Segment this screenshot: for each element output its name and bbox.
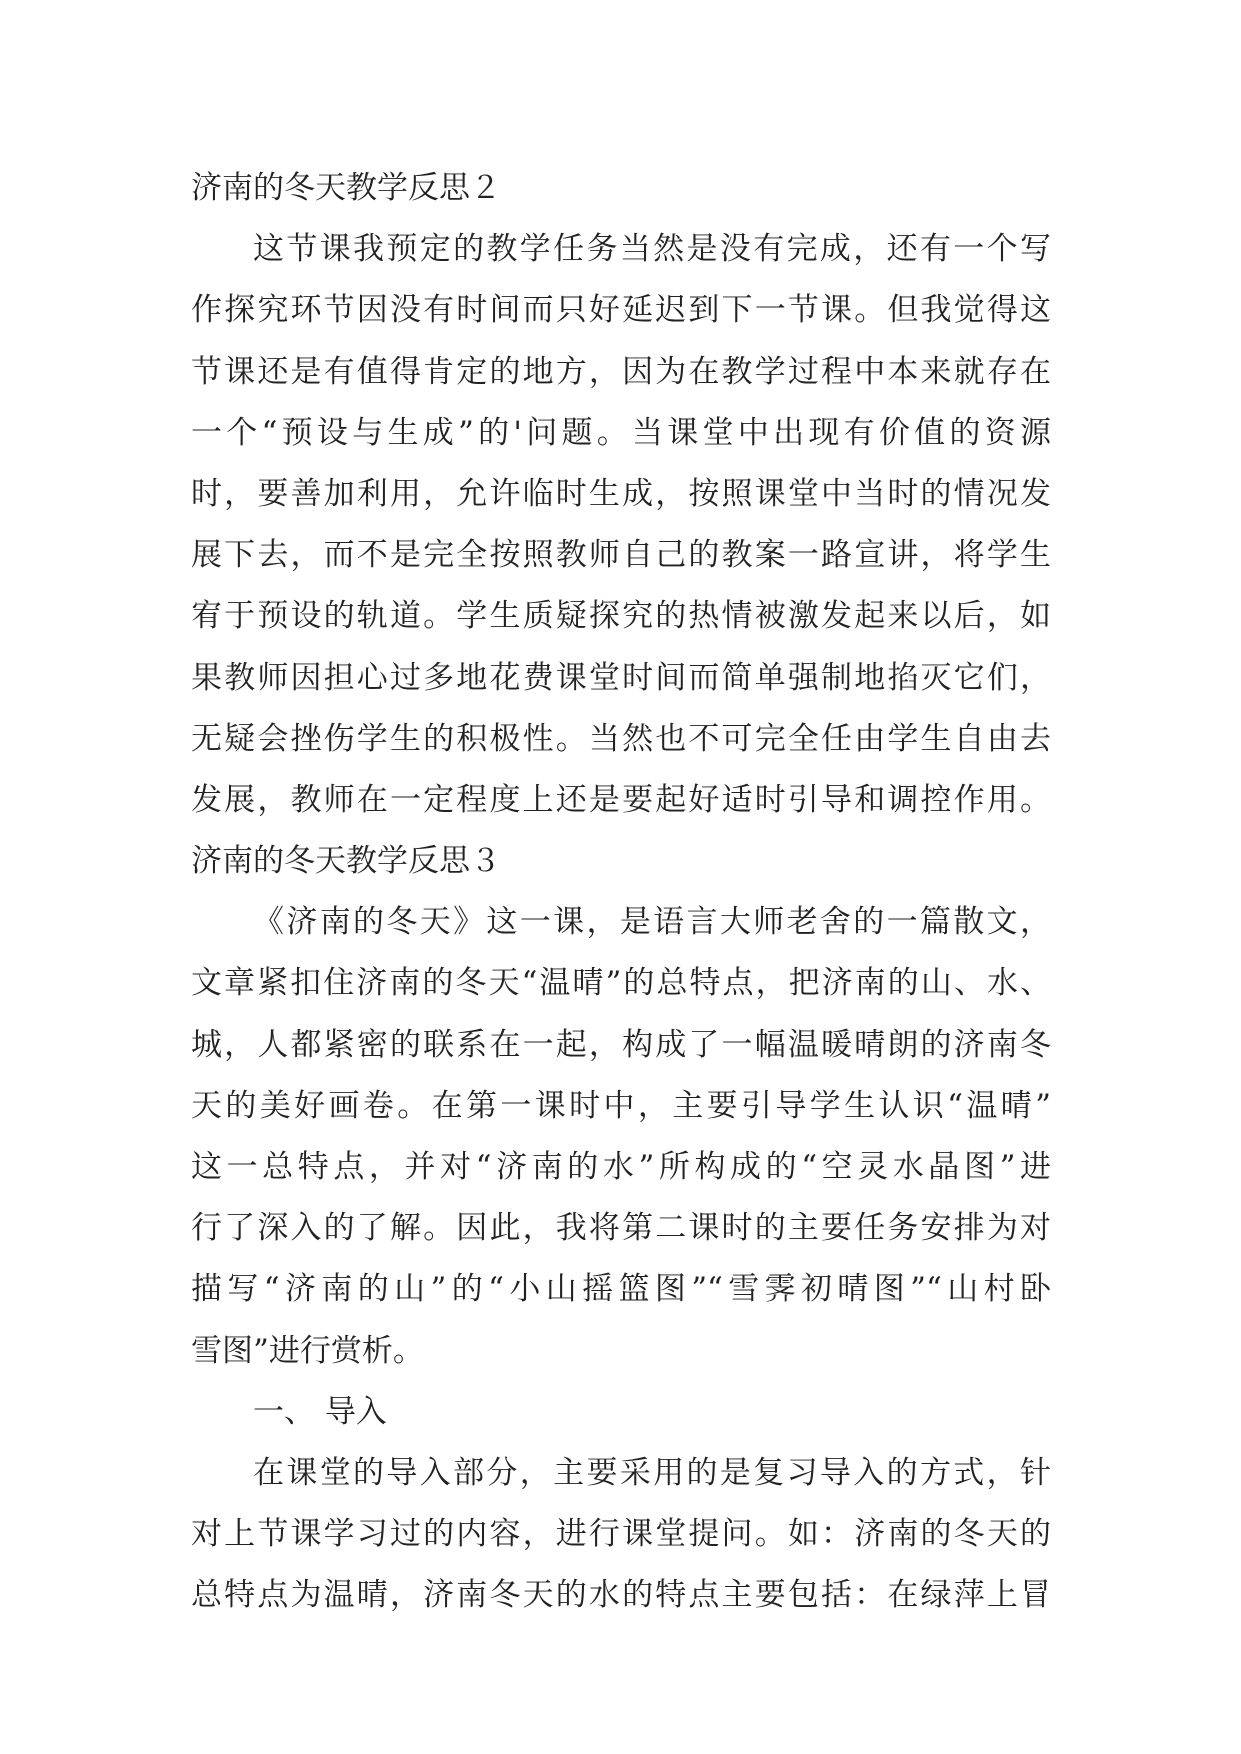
paragraph-line: 展下去，而不是完全按照教师自己的教案一路宣讲，将学生 <box>191 537 1051 574</box>
paragraph-line: 文章紧扣住济南的冬天“温晴”的总特点，把济南的山、水、 <box>191 965 1051 1002</box>
paragraph-line: 城，人都紧密的联系在一起，构成了一幅温暖晴朗的济南冬 <box>191 1026 1051 1063</box>
paragraph-line: 描写“济南的山”的“小山摇篮图”“雪霁初晴图”“山村卧 <box>191 1271 1051 1308</box>
paragraph-line: 雪图”进行赏析。 <box>191 1332 424 1369</box>
subsection-heading: 一、 导入 <box>253 1393 387 1430</box>
paragraph-line: 宥于预设的轨道。学生质疑探究的热情被激发起来以后，如 <box>191 598 1051 635</box>
paragraph-line: 发展，教师在一定程度上还是要起好适时引导和调控作用。 <box>191 781 1051 818</box>
paragraph-line: 一个“预设与生成”的'问题。当课堂中出现有价值的资源 <box>191 414 1051 451</box>
paragraph-line: 总特点为温晴，济南冬天的水的特点主要包括：在绿萍上冒 <box>191 1577 1051 1614</box>
paragraph-line: 无疑会挫伤学生的积极性。当然也不可完全任由学生自由去 <box>191 720 1051 757</box>
document-page <box>191 158 1051 1627</box>
paragraph-line: 这节课我预定的教学任务当然是没有完成，还有一个写 <box>253 231 1051 268</box>
section-heading-2: 济南的冬天教学反思２ <box>191 170 501 206</box>
paragraph-line: 在课堂的导入部分，主要采用的是复习导入的方式，针 <box>253 1454 1051 1491</box>
paragraph-line: 果教师因担心过多地花费课堂时间而简单强制地掐灭它们， <box>191 659 1051 696</box>
paragraph-line: 行了深入的了解。因此，我将第二课时的主要任务安排为对 <box>191 1210 1051 1247</box>
section-heading-3: 济南的冬天教学反思３ <box>191 843 501 880</box>
paragraph-line: 天的美好画卷。在第一课时中，主要引导学生认识“温晴” <box>191 1087 1051 1124</box>
paragraph-line: 节课还是有值得肯定的地方，因为在教学过程中本来就存在 <box>191 353 1051 390</box>
paragraph-line: 时，要善加利用，允许临时生成，按照课堂中当时的情况发 <box>191 475 1051 512</box>
paragraph-line: 作探究环节因没有时间而只好延迟到下一节课。但我觉得这 <box>191 292 1051 329</box>
paragraph-line: 《济南的冬天》这一课，是语言大师老舍的一篇散文， <box>253 904 1051 941</box>
paragraph-line: 这一总特点，并对“济南的水”所构成的“空灵水晶图”进 <box>191 1149 1051 1185</box>
paragraph-line: 对上节课学习过的内容，进行课堂提问。如：济南的冬天的 <box>191 1516 1051 1553</box>
